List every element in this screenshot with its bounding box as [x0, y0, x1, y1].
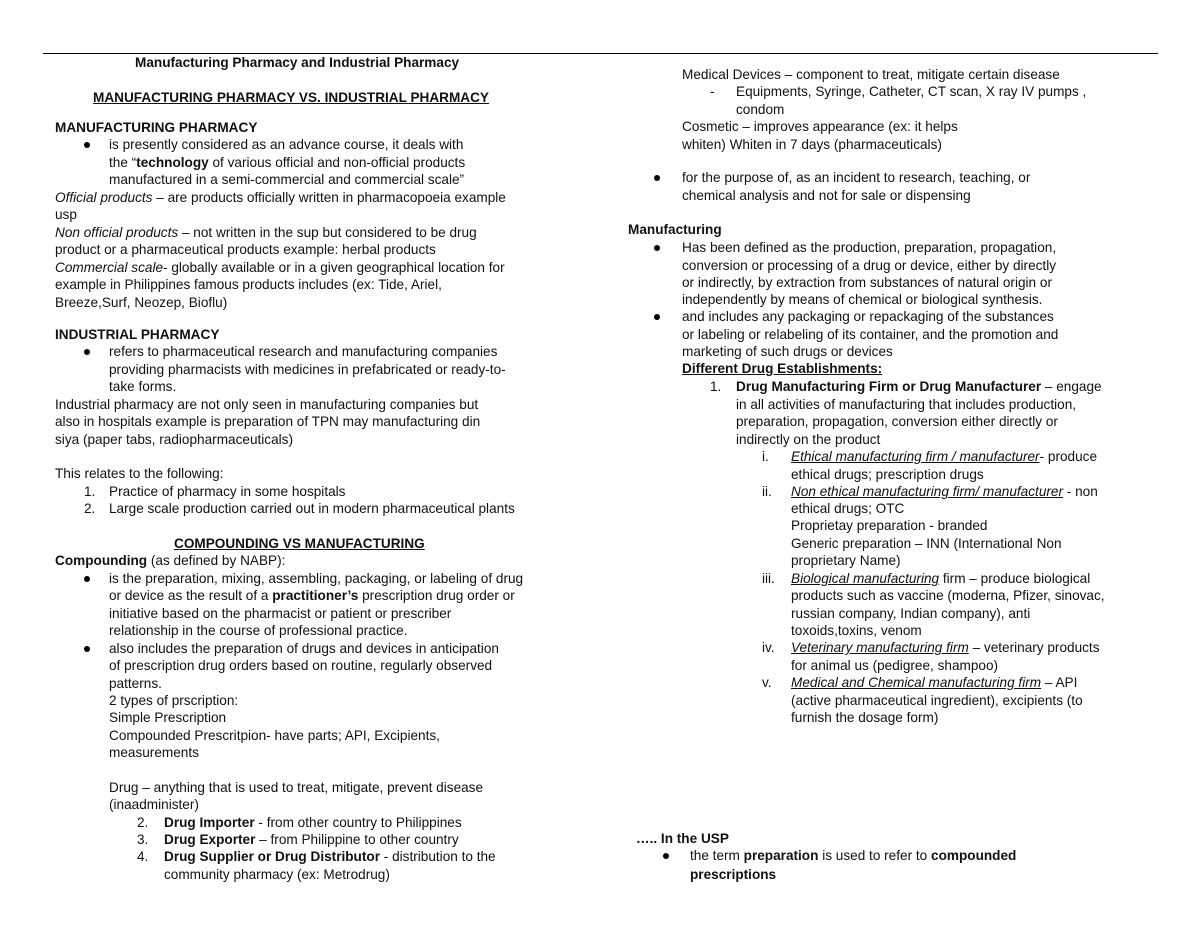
- firm-type-nonethical: Non ethical manufacturing firm/ manufacturer - non: [791, 484, 1098, 499]
- relates-num: 2.: [84, 501, 96, 516]
- dde-num: 1.: [710, 379, 722, 394]
- dde-item-cont: preparation, propagation, conversion either directly or: [736, 414, 1058, 429]
- mf-bullet-line: conversion or processing of a drug or device, either by directly: [682, 258, 1057, 273]
- drug-item-num: 3.: [137, 832, 149, 847]
- firm-type-medchem: Medical and Chemical manufacturing firm – API: [791, 675, 1078, 690]
- mf-bullet-line: or indirectly, by extraction from substances of natural origin or: [682, 275, 1052, 290]
- usp-heading: ….. In the USP: [636, 831, 729, 846]
- med-devices-sub: Equipments, Syringe, Catheter, CT scan, X ray IV pumps ,: [736, 84, 1087, 99]
- firm-type-cont: proprietary Name): [791, 553, 901, 568]
- section-subtitle: MANUFACTURING PHARMACY VS. INDUSTRIAL PHARMACY: [93, 90, 489, 105]
- usp-line-cont: prescriptions: [690, 867, 777, 882]
- doc-title: Manufacturing Pharmacy and Industrial Pharmacy: [135, 55, 460, 70]
- mf-bullet-line: or labeling or relabeling of its container, and the promotion and: [682, 327, 1059, 342]
- firm-type-cont: (active pharmaceutical ingredient), excipients (to: [791, 693, 1083, 708]
- drug-item: Drug Supplier or Drug Distributor - distribution to the: [164, 849, 496, 864]
- drug-def: Drug – anything that is used to treat, mitigate, prevent disease: [109, 780, 484, 795]
- bullet-icon: [654, 175, 660, 181]
- relates-num: 1.: [84, 484, 96, 499]
- bullet-icon: [663, 853, 669, 859]
- mp-bullet-line: is presently considered as an advance course, it deals with: [109, 137, 464, 152]
- dde-item-cont: in all activities of manufacturing that includes production,: [736, 397, 1077, 412]
- bullet-icon: [84, 646, 90, 652]
- comp-bullet-line: of prescription drug orders based on routine, regularly observed: [109, 658, 493, 673]
- usp-line: the term preparation is used to refer to compounded: [690, 848, 1017, 863]
- cosmetic: whiten) Whiten in 7 days (pharmaceuticals): [682, 137, 942, 152]
- mf-bullet-line: marketing of such drugs or devices: [682, 344, 893, 359]
- mp-bullet-line: the “technology of various official and non-official products: [109, 155, 466, 170]
- roman-num: iv.: [762, 640, 775, 655]
- cvm-heading: COMPOUNDING VS MANUFACTURING: [174, 536, 425, 551]
- firm-type-cont: ethical drugs; prescription drugs: [791, 467, 984, 482]
- firm-type-cont: russian company, Indian company), anti: [791, 606, 1031, 621]
- comp-bullet-line: measurements: [109, 745, 199, 760]
- purpose: for the purpose of, as an incident to research, teaching, or: [682, 170, 1031, 185]
- drug-item-num: 4.: [137, 849, 149, 864]
- dde-heading: Different Drug Establishments:: [682, 361, 883, 376]
- ip-bullet-line: providing pharmacists with medicines in prefabricated or ready-to-: [109, 362, 506, 377]
- commercial-def-cont: Breeze,Surf, Neozep, Bioflu): [55, 295, 228, 310]
- relates-item: Practice of pharmacy in some hospitals: [109, 484, 346, 499]
- bullet-icon: [654, 245, 660, 251]
- firm-type-cont: products such as vaccine (moderna, Pfizer, sinovac,: [791, 588, 1105, 603]
- drug-def: (inaadminister): [109, 797, 199, 812]
- roman-num: v.: [762, 675, 772, 690]
- compounding-def: Compounding (as defined by NABP):: [55, 553, 286, 568]
- cosmetic: Cosmetic – improves appearance (ex: it helps: [682, 119, 958, 134]
- ip-bullet-line: refers to pharmaceutical research and manufacturing companies: [109, 344, 498, 359]
- firm-type-cont: for animal us (pedigree, shampoo): [791, 658, 999, 673]
- nonofficial-def-cont: product or a pharmaceutical products example: herbal products: [55, 242, 436, 257]
- comp-bullet-line: is the preparation, mixing, assembling, packaging, or labeling of drug: [109, 571, 524, 586]
- bullet-icon: [654, 314, 660, 320]
- drug-item: Drug Exporter – from Philippine to other country: [164, 832, 459, 847]
- bullet-icon: [84, 349, 90, 355]
- comp-bullet-line: initiative based on the pharmacist or patient or prescriber: [109, 606, 452, 621]
- dash-marker: -: [710, 84, 715, 99]
- dde-item: Drug Manufacturing Firm or Drug Manufacturer – engage: [736, 379, 1102, 394]
- med-devices-sub: condom: [736, 102, 785, 117]
- drug-item-cont: community pharmacy (ex: Metrodrug): [164, 867, 390, 882]
- comp-bullet-line: also includes the preparation of drugs and devices in anticipation: [109, 641, 499, 656]
- commercial-def-cont: example in Philippines famous products includes (ex: Tide, Ariel,: [55, 277, 442, 292]
- purpose: chemical analysis and not for sale or dispensing: [682, 188, 971, 203]
- mp-bullet-line: manufactured in a semi-commercial and commercial scale”: [109, 172, 465, 187]
- bullet-icon: [84, 576, 90, 582]
- nonofficial-def: Non official products – not written in the sup but considered to be drug: [55, 225, 477, 240]
- comp-bullet-line: 2 types of prscription:: [109, 693, 239, 708]
- comp-bullet-line: Simple Prescription: [109, 710, 227, 725]
- firm-type-cont: ethical drugs; OTC: [791, 501, 905, 516]
- mf-bullet-line: independently by means of chemical or biological synthesis.: [682, 292, 1043, 307]
- dde-item-cont: indirectly on the product: [736, 432, 881, 447]
- firm-type-ethical: Ethical manufacturing firm / manufacturer- produce: [791, 449, 1098, 464]
- ip-bullet-line: take forms.: [109, 379, 177, 394]
- mf-bullet-line: and includes any packaging or repackaging of the substances: [682, 309, 1054, 324]
- official-def-cont: usp: [55, 207, 77, 222]
- bullet-icon: [84, 142, 90, 148]
- ip-note: siya (paper tabs, radiopharmaceuticals): [55, 432, 294, 447]
- relates-item: Large scale production carried out in modern pharmaceutical plants: [109, 501, 515, 516]
- relates-intro: This relates to the following:: [55, 466, 224, 481]
- ip-note: also in hospitals example is preparation of TPN may manufacturing din: [55, 414, 481, 429]
- comp-bullet-line: relationship in the course of professional practice.: [109, 623, 408, 638]
- ip-heading: INDUSTRIAL PHARMACY: [55, 327, 220, 342]
- firm-type-cont: toxoids,toxins, venom: [791, 623, 922, 638]
- mp-heading: MANUFACTURING PHARMACY: [55, 120, 258, 135]
- comp-bullet-line: Compounded Prescritpion- have parts; API, Excipients,: [109, 728, 440, 743]
- drug-item: Drug Importer - from other country to Philippines: [164, 815, 462, 830]
- firm-type-biological: Biological manufacturing firm – produce biological: [791, 571, 1091, 586]
- firm-type-cont: Generic preparation – INN (International Non: [791, 536, 1062, 551]
- roman-num: i.: [762, 449, 769, 464]
- official-def: Official products – are products officially written in pharmacopoeia example: [55, 190, 506, 205]
- commercial-def: Commercial scale- globally available or in a given geographical location for: [55, 260, 505, 275]
- med-devices: Medical Devices – component to treat, mitigate certain disease: [682, 67, 1060, 82]
- top-rule: [43, 53, 1158, 54]
- manufacturing-heading: Manufacturing: [628, 222, 722, 237]
- mf-bullet-line: Has been defined as the production, preparation, propagation,: [682, 240, 1057, 255]
- ip-note: Industrial pharmacy are not only seen in manufacturing companies but: [55, 397, 479, 412]
- firm-type-cont: Proprietay preparation - branded: [791, 518, 988, 533]
- firm-type-veterinary: Veterinary manufacturing firm – veterinary products: [791, 640, 1100, 655]
- roman-num: iii.: [762, 571, 775, 586]
- comp-bullet-line: or device as the result of a practitioner’s prescription drug order or: [109, 588, 515, 603]
- roman-num: ii.: [762, 484, 772, 499]
- comp-bullet-line: patterns.: [109, 676, 162, 691]
- drug-item-num: 2.: [137, 815, 149, 830]
- firm-type-cont: furnish the dosage form): [791, 710, 939, 725]
